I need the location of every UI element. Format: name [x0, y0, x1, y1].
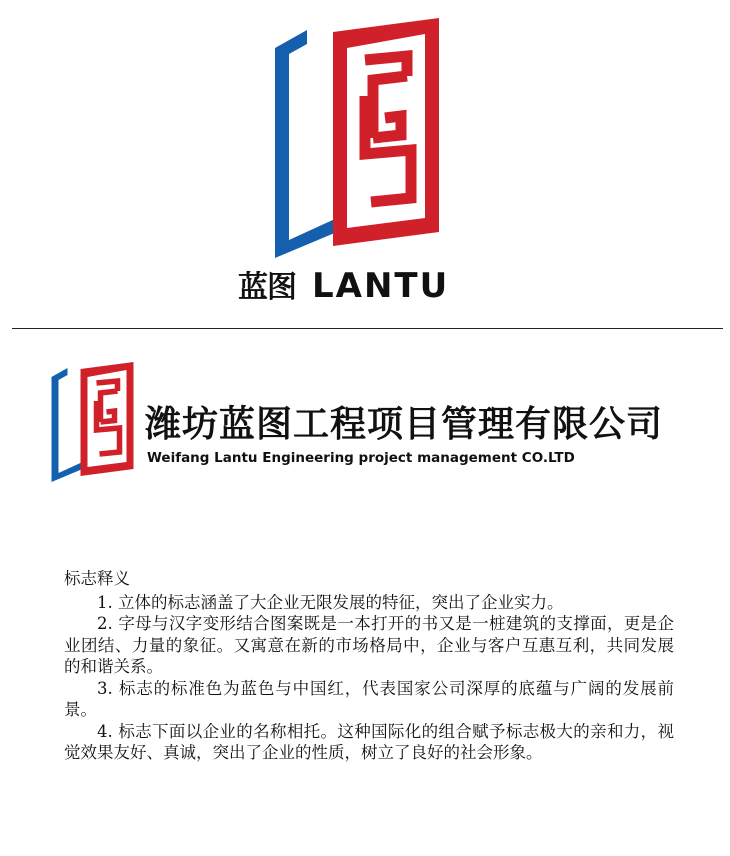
- logo-blue-spine: [52, 368, 83, 482]
- logo-description: [64, 568, 674, 764]
- section-divider: [12, 328, 723, 329]
- lantu-logo-small: [50, 362, 136, 482]
- brand-wordmark: [238, 263, 478, 303]
- company-name-cn: 潍坊蓝图工程项目管理有限公司: [145, 404, 664, 445]
- description-item: 3. 标志的标准色为蓝色与中国红，代表国家公司深厚的底蕴与广阔的发展前景。: [64, 678, 674, 719]
- description-item: 4. 标志下面以企业的名称相托。这种国际化的组合赋予标志极大的亲和力，视觉效果友好、真诚，突出了企业的性质，树立了良好的社会形象。: [64, 721, 674, 762]
- logo-red-maze: [365, 56, 411, 202]
- description-item: 2. 字母与汉字变形结合图案既是一本打开的书又是一桩建筑的支撑面，更是企业团结、力量的象征。又寓意在新的市场格局中，企业与客户互惠互利，共同发展的和谐关系。: [64, 614, 674, 676]
- brand-mark-en: LANTU: [312, 266, 450, 303]
- brand-mark-cn: 蓝图: [238, 270, 296, 303]
- lantu-logo-large: [273, 18, 443, 258]
- logo-red-maze: [97, 381, 120, 454]
- logo-blue-spine: [275, 30, 337, 258]
- description-heading: 标志释义: [64, 569, 130, 588]
- description-item: 1. 立体的标志涵盖了大企业无限发展的特征，突出了企业实力。: [97, 592, 564, 612]
- company-name-en: Weifang Lantu Engineering project management CO.LTD: [147, 450, 575, 466]
